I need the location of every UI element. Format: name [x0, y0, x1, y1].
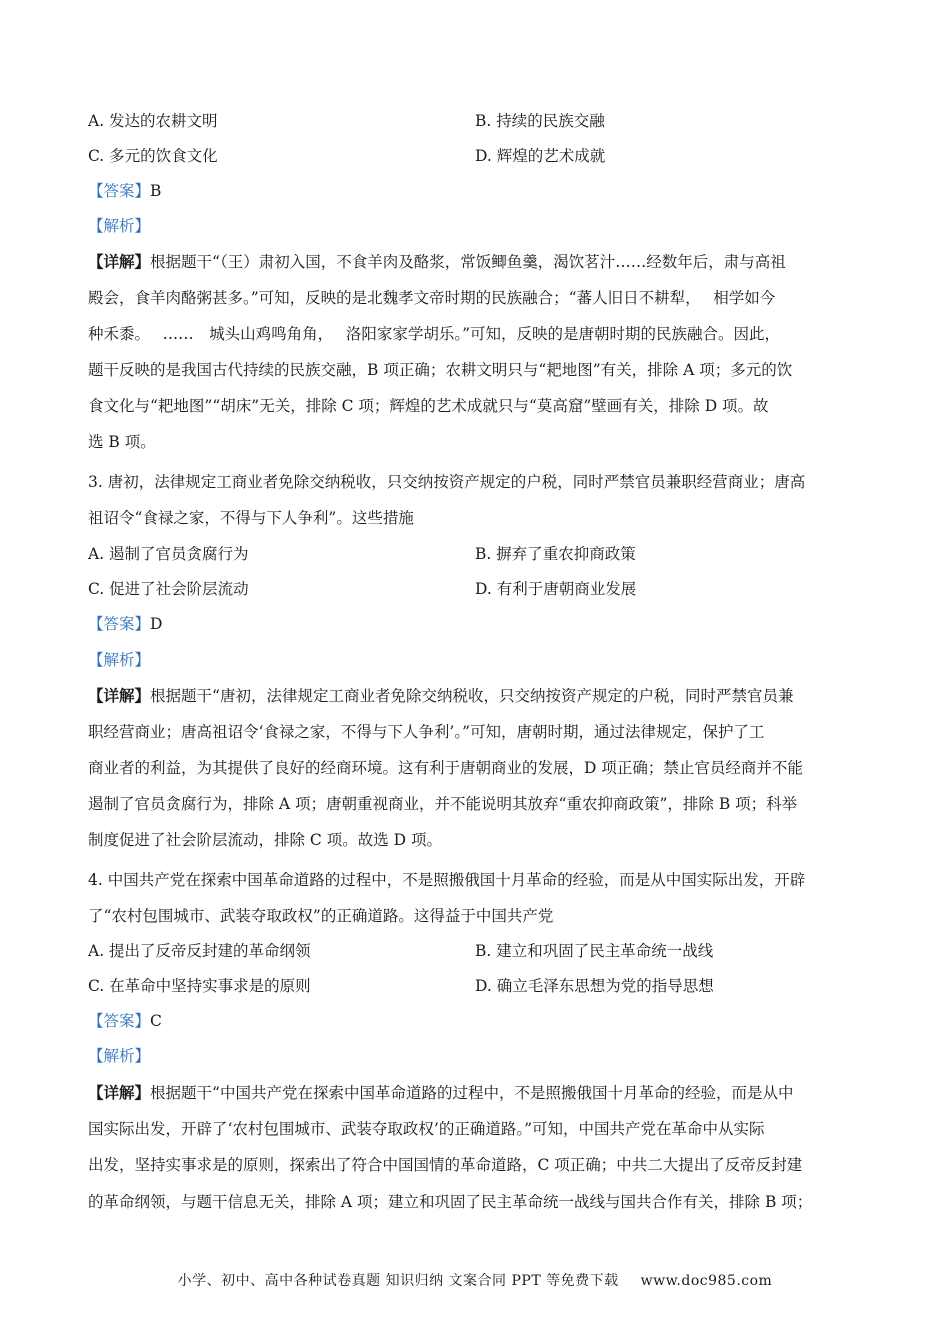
detail-text: 根据题干“中国共产党在探索中国革命道路的过程中，不是照搬俄国十月革命的经验，而是从中 — [150, 1084, 794, 1102]
footer-url[interactable]: www.doc985.com — [640, 1273, 773, 1289]
answer-tag: 【答案】 — [88, 615, 151, 633]
q4-stem-line: 了“农村包围城市、武装夺取政权”的正确道路。这得益于中国共产党 — [88, 907, 554, 925]
q2-detail-line — [88, 252, 786, 272]
detail-tag: 【详解】 — [88, 1083, 151, 1102]
q2-answer — [88, 181, 161, 201]
q2-analysis-tag: 【解析】 — [88, 217, 151, 235]
q2-option-a: A. 发达的农耕文明 — [88, 112, 218, 130]
answer-value: B — [150, 182, 162, 200]
q2-option-c: C. 多元的饮食文化 — [88, 147, 218, 165]
answer-value: D — [150, 615, 163, 633]
q2-option-b: B. 持续的民族交融 — [475, 112, 605, 130]
q3-stem-line: 3. 唐初，法律规定工商业者免除交纳税收，只交纳按资产规定的户税，同时严禁官员兼职经营商业；唐高 — [88, 473, 806, 491]
q4-option-d: D. 确立毛泽东思想为党的指导思想 — [475, 977, 714, 995]
q4-option-a: A. 提出了反帝反封建的革命纲领 — [88, 942, 311, 960]
q4-answer — [88, 1011, 162, 1031]
q3-detail-line: 遏制了官员贪腐行为，排除 A 项；唐朝重视商业，并不能说明其放弃“重农抑商政策”，排除 B 项；科举 — [88, 795, 798, 813]
q2-detail-line: 殿会，食羊肉酪粥甚多。”可知，反映的是北魏孝文帝时期的民族融合；“蕃人旧日不耕犁， 相学如今 — [88, 289, 776, 307]
q3-analysis-tag: 【解析】 — [88, 651, 151, 669]
q3-option-d: D. 有利于唐朝商业发展 — [475, 580, 637, 598]
answer-tag: 【答案】 — [88, 182, 151, 200]
q4-stem-line: 4. 中国共产党在探索中国革命道路的过程中，不是照搬俄国十月革命的经验，而是从中国实际出发，开辟 — [88, 871, 806, 889]
q2-detail-line: 题干反映的是我国古代持续的民族交融，B 项正确；农耕文明只与“耙地图”有关，排除 A 项；多元的饮 — [88, 361, 793, 379]
q3-detail-line: 制度促进了社会阶层流动，排除 C 项。故选 D 项。 — [88, 831, 442, 849]
q2-detail-line: 选 B 项。 — [88, 433, 156, 451]
q3-detail-line: 职经营商业；唐高祖诏令‘食禄之家，不得与下人争利’。”可知，唐朝时期，通过法律规定，保护了工 — [88, 723, 765, 741]
q4-analysis-tag: 【解析】 — [88, 1047, 151, 1065]
q4-option-b: B. 建立和巩固了民主革命统一战线 — [475, 942, 714, 960]
q3-detail-line: 商业者的利益，为其提供了良好的经商环境。这有利于唐朝商业的发展，D 项正确；禁止官员经商并不能 — [88, 759, 803, 777]
page-footer — [0, 1270, 950, 1290]
q3-stem-line: 祖诏令“食禄之家，不得与下人争利”。这些措施 — [88, 509, 414, 527]
q4-detail-line — [88, 1083, 793, 1103]
q2-detail-line: 种禾黍。 …… 城头山鸡鸣角角， 洛阳家家学胡乐。”可知，反映的是唐朝时期的民族融合。因此， — [88, 325, 781, 343]
q4-detail-line: 出发，坚持实事求是的原则，探索出了符合中国国情的革命道路，C 项正确；中共二大提出了反帝反封建 — [88, 1156, 803, 1174]
detail-text: 根据题干“（王）肃初入国，不食羊肉及酪浆，常饭鲫鱼羹，渴饮茗汁……经数年后，肃与高祖 — [150, 253, 786, 271]
q2-detail-line: 食文化与“耙地图”“胡床”无关，排除 C 项；辉煌的艺术成就只与“莫高窟”壁画有关，排除 D 项。故 — [88, 397, 769, 415]
q3-answer — [88, 614, 162, 634]
detail-tag: 【详解】 — [88, 252, 151, 271]
q4-detail-line: 国实际出发，开辟了‘农村包围城市、武装夺取政权’的正确道路。”可知，中国共产党在革命中从实际 — [88, 1120, 765, 1138]
q2-option-d: D. 辉煌的艺术成就 — [475, 147, 606, 165]
q3-option-b: B. 摒弃了重农抑商政策 — [475, 545, 636, 563]
q4-detail-line: 的革命纲领，与题干信息无关，排除 A 项；建立和巩固了民主革命统一战线与国共合作有关，排除 B 项； — [88, 1193, 813, 1211]
detail-tag: 【详解】 — [88, 686, 151, 705]
q3-detail-line — [88, 686, 793, 706]
q4-option-c: C. 在革命中坚持实事求是的原则 — [88, 977, 311, 995]
answer-tag: 【答案】 — [88, 1012, 151, 1030]
answer-value: C — [150, 1012, 162, 1030]
q3-option-c: C. 促进了社会阶层流动 — [88, 580, 249, 598]
footer-text: 小学、初中、高中各种试卷真题 知识归纳 文案合同 PPT 等免费下载 — [177, 1273, 619, 1289]
detail-text: 根据题干“唐初，法律规定工商业者免除交纳税收，只交纳按资产规定的户税，同时严禁官员兼 — [150, 687, 794, 705]
q3-option-a: A. 遏制了官员贪腐行为 — [88, 545, 249, 563]
